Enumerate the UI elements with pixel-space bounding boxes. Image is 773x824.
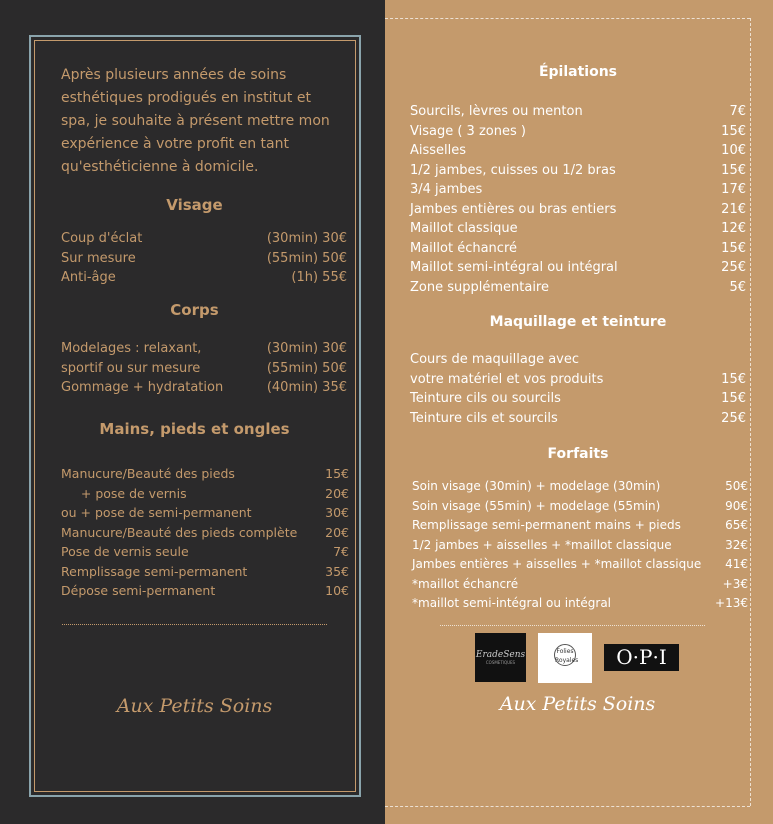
item-price: (30min) 30€ <box>266 231 347 246</box>
epilations-row <box>410 143 746 158</box>
item-label: Dépose semi-permanent <box>61 583 216 598</box>
item-label: *maillot échancré <box>412 576 519 591</box>
item-price: 41€ <box>725 557 748 571</box>
item-label: Soin visage (30min) + modelage (30min) <box>412 479 661 493</box>
item-price: +3€ <box>722 576 748 591</box>
item-price: (55min) 50€ <box>266 250 347 266</box>
epilations-row <box>410 104 746 119</box>
corps-row <box>61 361 347 376</box>
section-title-visage: Visage <box>166 196 223 214</box>
forfaits-row <box>412 577 748 591</box>
item-price: 5€ <box>729 279 746 295</box>
item-price: 10€ <box>325 583 349 598</box>
visage-row <box>61 270 347 285</box>
item-price: 15€ <box>721 162 746 178</box>
item-price: 10€ <box>721 143 746 158</box>
item-label: Maillot classique <box>410 221 518 236</box>
left-panel <box>0 0 385 824</box>
right-panel <box>385 0 773 824</box>
mains-row <box>61 583 349 598</box>
item-label: Remplissage semi-permanent mains + pieds <box>412 518 681 532</box>
item-label: 3/4 jambes <box>410 182 483 197</box>
maquillage-row <box>410 391 746 406</box>
forfaits-row <box>412 596 748 610</box>
item-price: (55min) 50€ <box>266 360 347 376</box>
epilations-row <box>410 163 746 178</box>
section-title-forfaits: Forfaits <box>547 446 609 462</box>
maquillage-row <box>410 372 746 387</box>
item-price: 25€ <box>721 410 746 426</box>
item-label: sportif ou sur mesure <box>61 360 201 376</box>
item-label: Jambes entières ou bras entiers <box>410 201 617 217</box>
item-price: (1h) 55€ <box>291 270 347 285</box>
forfaits-row <box>412 557 748 571</box>
item-label: Aisselles <box>410 143 467 158</box>
item-label: Remplissage semi-permanent <box>61 563 248 579</box>
item-price: (40min) 35€ <box>266 380 347 395</box>
item-label: Zone supplémentaire <box>410 279 549 295</box>
item-label: Teinture cils et sourcils <box>410 410 558 426</box>
eradesens-logo: EradeSens COSMETIQUES <box>475 633 526 682</box>
section-title-mains: Mains, pieds et ongles <box>99 420 290 438</box>
item-price: 65€ <box>725 518 748 532</box>
item-price: 21€ <box>721 201 746 217</box>
item-label: Visage ( 3 zones ) <box>410 123 526 139</box>
epilations-row <box>410 280 746 295</box>
forfaits-row <box>412 479 748 493</box>
item-price: 35€ <box>325 563 349 579</box>
forfaits-row <box>412 499 748 513</box>
item-price: 20€ <box>325 524 349 540</box>
item-label: 1/2 jambes, cuisses ou 1/2 bras <box>410 162 616 178</box>
visage-row <box>61 251 347 266</box>
maquillage-row <box>410 352 746 367</box>
item-price: 15€ <box>721 240 746 256</box>
mains-row <box>61 525 349 540</box>
item-label: votre matériel et vos produits <box>410 371 604 387</box>
mains-row <box>61 466 349 481</box>
item-price: 15€ <box>325 466 349 481</box>
forfaits-row <box>412 518 748 532</box>
item-label: Teinture cils ou sourcils <box>410 391 561 406</box>
item-label: Coup d'éclat <box>61 231 143 246</box>
item-price: 50€ <box>725 479 748 493</box>
item-price: (30min) 30€ <box>266 341 347 356</box>
item-price: 20€ <box>325 485 349 501</box>
item-label: 1/2 jambes + aisselles + *maillot classique <box>412 537 672 552</box>
item-price: 15€ <box>721 391 746 406</box>
left-divider <box>62 624 327 625</box>
item-price: 90€ <box>725 498 748 513</box>
mains-row <box>61 544 349 559</box>
item-price: +13€ <box>715 596 748 610</box>
item-label: Modelages : relaxant, <box>61 341 202 356</box>
corps-row <box>61 380 347 395</box>
item-label: + pose de vernis <box>61 485 187 501</box>
section-title-corps: Corps <box>170 301 219 319</box>
epilations-row <box>410 260 746 275</box>
right-divider <box>440 625 705 626</box>
item-label: Anti-âge <box>61 270 116 285</box>
epilations-row <box>410 241 746 256</box>
item-label: Sur mesure <box>61 250 136 266</box>
item-label: *maillot semi-intégral ou intégral <box>412 596 612 610</box>
item-price: 7€ <box>729 104 746 119</box>
item-label: Gommage + hydratation <box>61 380 224 395</box>
folies-royales-logo: Folies Royales <box>538 633 592 683</box>
item-label: Manucure/Beauté des pieds <box>61 466 235 481</box>
item-label: Pose de vernis seule <box>61 544 189 559</box>
forfaits-row <box>412 538 748 552</box>
mains-row <box>61 564 349 579</box>
item-label: Manucure/Beauté des pieds complète <box>61 524 298 540</box>
corps-row <box>61 341 347 356</box>
intro-text: Après plusieurs années de soins esthétiques prodigués en institut et spa, je souhaite à présent mettre mon expérience à votre profit en tant qu'esthéticienne à domicile. <box>61 67 330 175</box>
visage-row <box>61 231 347 246</box>
item-price: 17€ <box>721 182 746 197</box>
item-label: Sourcils, lèvres ou menton <box>410 104 583 119</box>
item-price: 7€ <box>333 544 349 559</box>
signature-right: Aux Petits Soins <box>499 693 656 715</box>
item-label: ou + pose de semi-permanent <box>61 505 252 520</box>
item-price: 15€ <box>721 371 746 387</box>
item-label: Cours de maquillage avec <box>410 352 580 367</box>
item-label: Soin visage (55min) + modelage (55min) <box>412 498 661 513</box>
epilations-row <box>410 124 746 139</box>
item-label: Jambes entières + aisselles + *maillot classique <box>412 557 702 571</box>
item-label: Maillot échancré <box>410 240 517 256</box>
item-price: 12€ <box>721 221 746 236</box>
item-label: Maillot semi-intégral ou intégral <box>410 260 618 275</box>
section-title-epilations: Épilations <box>538 64 618 80</box>
item-price: 25€ <box>721 260 746 275</box>
epilations-row <box>410 202 746 217</box>
maquillage-row <box>410 411 746 426</box>
signature-left: Aux Petits Soins <box>116 695 273 717</box>
section-title-maquillage: Maquillage et teinture <box>489 314 667 330</box>
epilations-row <box>410 182 746 197</box>
item-price: 30€ <box>325 505 349 520</box>
epilations-row <box>410 221 746 236</box>
item-price: 15€ <box>721 123 746 139</box>
opi-logo: O·P·I <box>604 644 679 671</box>
mains-row <box>61 486 349 501</box>
item-price: 32€ <box>725 537 748 552</box>
mains-row <box>61 505 349 520</box>
